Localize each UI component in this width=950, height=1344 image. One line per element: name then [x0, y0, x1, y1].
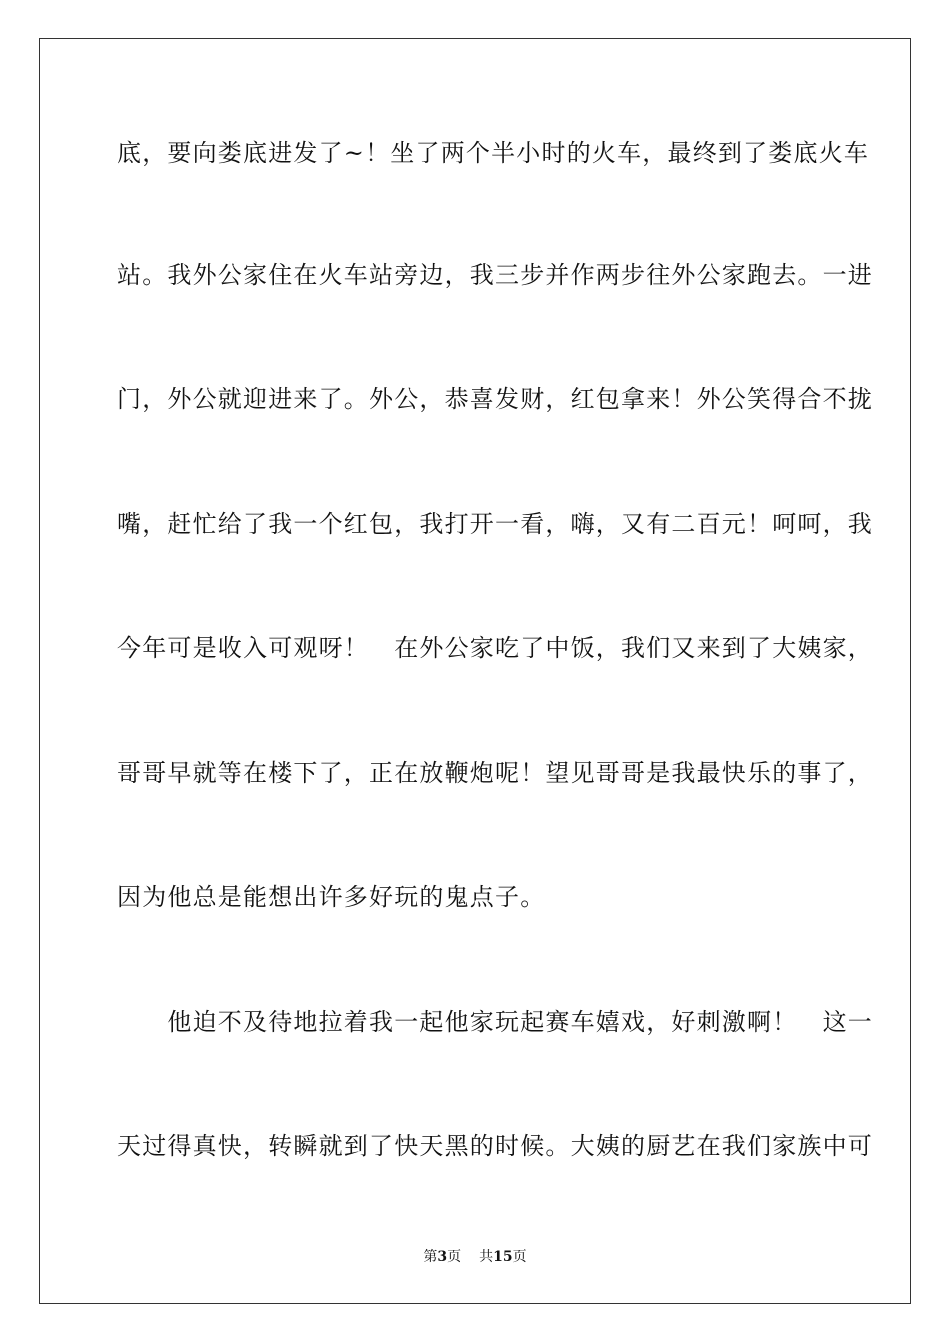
page-number: 3 [437, 1249, 448, 1265]
total-pages: 15 [493, 1249, 513, 1265]
body-text-line: 因为他总是能想出许多好玩的鬼点子。 [117, 883, 546, 911]
body-text-line: 站。我外公家住在火车站旁边，我三步并作两步往外公家跑去。一进 [117, 261, 873, 289]
page-suffix: 页 [447, 1249, 462, 1265]
total-prefix: 共 [479, 1249, 494, 1265]
body-text-line: 门，外公就迎进来了。外公，恭喜发财，红包拿来！外公笑得合不拢 [117, 385, 873, 413]
page-border [39, 38, 911, 1304]
page-prefix: 第 [423, 1249, 438, 1265]
total-suffix: 页 [512, 1249, 527, 1265]
page-footer [0, 1248, 950, 1266]
body-text-line: 底，要向娄底进发了~！坐了两个半小时的火车，最终到了娄底火车 [117, 139, 870, 167]
body-text-line: 天过得真快，转瞬就到了快天黑的时候。大姨的厨艺在我们家族中可 [117, 1132, 873, 1160]
body-text-line: 他迫不及待地拉着我一起他家玩起赛车嬉戏，好刺激啊！ 这一 [117, 1008, 873, 1036]
body-text-line: 嘴，赶忙给了我一个红包，我打开一看，嗨，又有二百元！呵呵，我 [117, 510, 873, 538]
body-text-line: 今年可是收入可观呀！ 在外公家吃了中饭，我们又来到了大姨家， [117, 634, 873, 662]
body-text-line: 哥哥早就等在楼下了，正在放鞭炮呢！望见哥哥是我最快乐的事了， [117, 759, 873, 787]
